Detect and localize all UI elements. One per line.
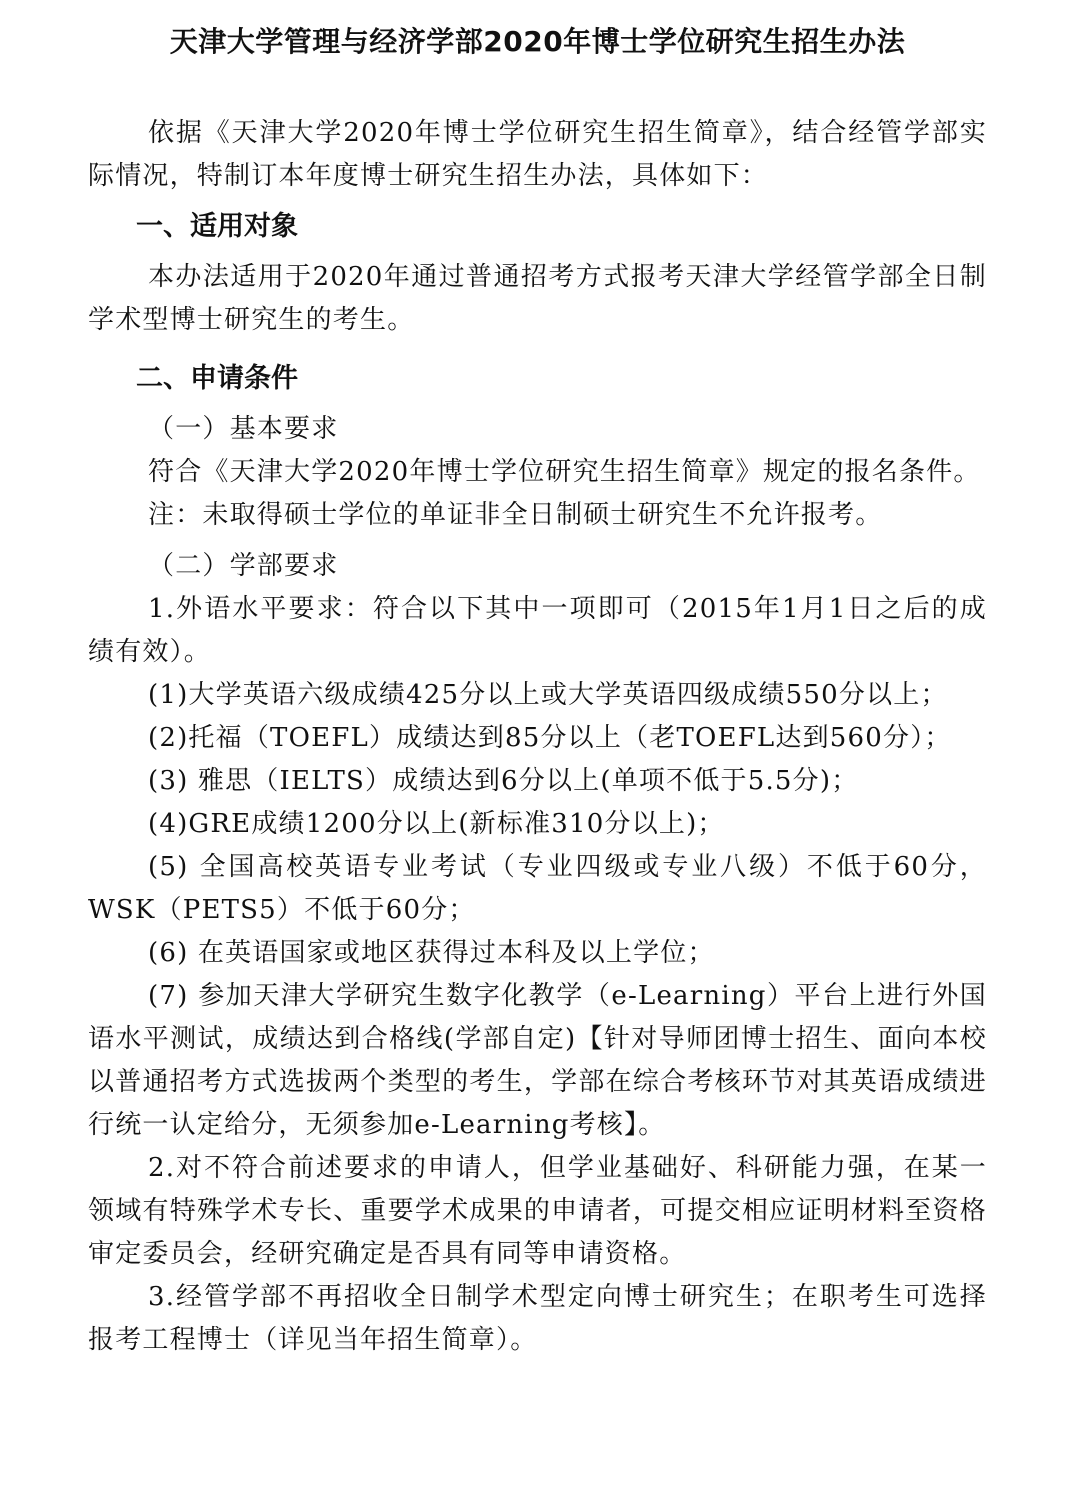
language-option-6: (6) 在英语国家或地区获得过本科及以上学位；	[148, 938, 715, 968]
document-title: 天津大学管理与经济学部2020年博士学位研究生招生办法	[169, 25, 906, 58]
requirement-3: 3.经管学部不再招收全日制学术型定向博士研究生；在职考生可选择报考工程博士（详见当年招生简章）。	[88, 1282, 987, 1355]
section-2-heading: 二、申请条件	[136, 363, 298, 394]
subsection-1-note: 注：未取得硕士学位的单证非全日制硕士研究生不允许报考。	[148, 500, 883, 530]
section-1-heading: 一、适用对象	[136, 211, 298, 242]
language-option-7: (7) 参加天津大学研究生数字化教学（e-Learning）平台上进行外国语水平测试，成绩达到合格线(学部自定)【针对导师团博士招生、面向本校以普通招考方式选拔两个类型的考生，学部在综合考核环节对其英语成绩进行统一认定给分，无须参加e-Learning考核】。	[88, 981, 987, 1140]
requirement-2: 2.对不符合前述要求的申请人，但学业基础好、科研能力强，在某一领域有特殊学术专长、重要学术成果的申请者，可提交相应证明材料至资格审定委员会，经研究确定是否具有同等申请资格。	[88, 1153, 987, 1269]
language-option-1: (1)大学英语六级成绩425分以上或大学英语四级成绩550分以上；	[148, 680, 948, 710]
requirement-1: 1.外语水平要求：符合以下其中一项即可（2015年1月1日之后的成绩有效）。	[88, 594, 987, 667]
language-option-4: (4)GRE成绩1200分以上(新标准310分以上)；	[148, 809, 725, 839]
intro-paragraph: 依据《天津大学2020年博士学位研究生招生简章》，结合经管学部实际情况，特制订本年度博士研究生招生办法，具体如下：	[88, 118, 987, 191]
subsection-1-body: 符合《天津大学2020年博士学位研究生招生简章》规定的报名条件。	[148, 457, 981, 487]
section-1-body: 本办法适用于2020年通过普通招考方式报考天津大学经管学部全日制学术型博士研究生的考生。	[88, 262, 987, 335]
subsection-2-heading: （二）学部要求	[148, 551, 339, 581]
language-option-2: (2)托福（TOEFL）成绩达到85分以上（老TOEFL达到560分）；	[148, 723, 952, 753]
subsection-1-heading: （一）基本要求	[148, 414, 339, 444]
language-option-3: (3) 雅思（IELTS）成绩达到6分以上(单项不低于5.5分)；	[148, 766, 859, 796]
language-option-5: (5) 全国高校英语专业考试（专业四级或专业八级）不低于60分，WSK（PETS5）不低于60分；	[88, 852, 987, 925]
